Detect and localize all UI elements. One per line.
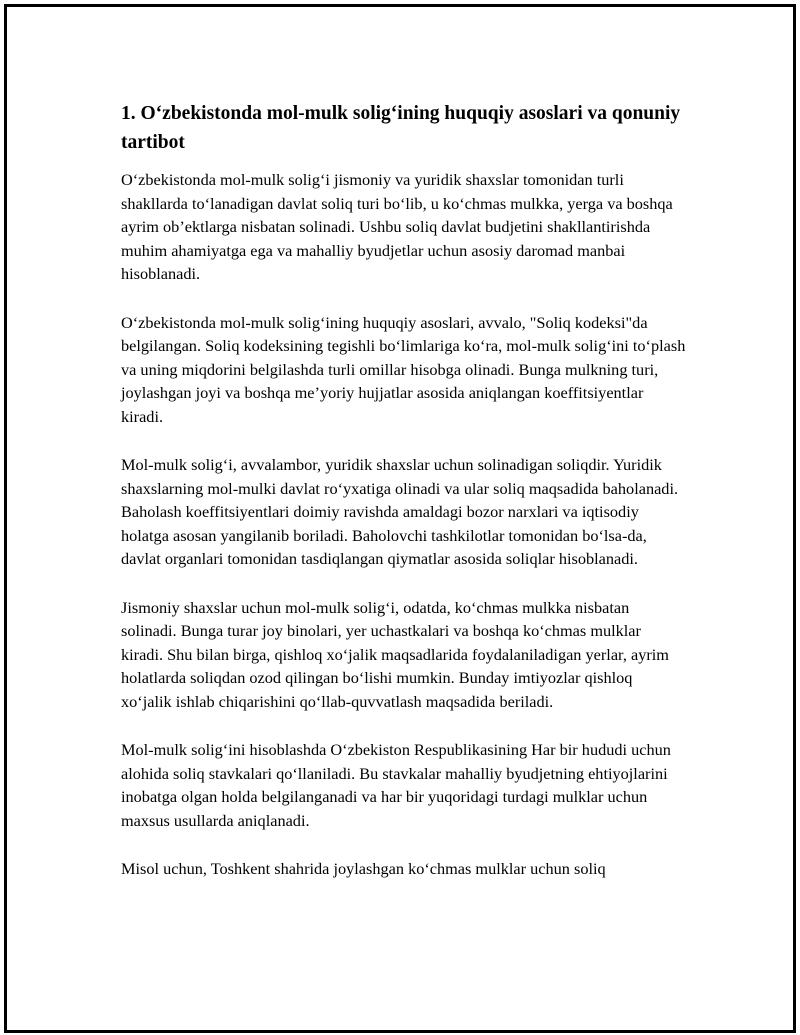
- paragraph-1: O‘zbekistonda mol-mulk solig‘i jismoniy va yuridik shaxslar tomonidan turli shakllarda to‘lanadigan davlat soliq turi bo‘lib, u ko‘chmas mulkka, yerga va boshqa ayrim ob’ektlarga nisbatan solinadi. Ushbu soliq davlat budjetini shakllantirishda muhim ahamiyatga ega va mahalliy byudjetlar uchun asosiy daromad manbai hisoblanadi.: [121, 170, 673, 283]
- page-frame: [4, 4, 796, 1033]
- paragraph-4: Jismoniy shaxslar uchun mol-mulk solig‘i, odatda, ko‘chmas mulkka nisbatan solinadi. Bunga turar joy binolari, yer uchastkalari va boshqa ko‘chmas mulklar kiradi. Shu bilan birga, qishloq xo‘jalik maqsadlarida foydalaniladigan yerlar, ayrim holatlarda soliqdan ozod qilingan bo‘lishi mumkin. Bunday imtiyozlar qishloq xo‘jalik ishlab chiqarishini qo‘llab-quvvatlash maqsadida beriladi.: [121, 597, 669, 711]
- document-body: [121, 99, 687, 906]
- section-heading: 1. O‘zbekistonda mol-mulk solig‘ining huquqiy asoslari va qonuniy tartibot: [121, 103, 681, 153]
- paragraph-3: Mol-mulk solig‘i, avvalambor, yuridik shaxslar uchun solinadigan soliqdir. Yuridik shaxslarning mol-mulki davlat ro‘yxatiga olinadi va ular soliq maqsadida baholanadi. Baholash koeffitsiyentlari doimiy ravishda amaldagi bozor narxlari va iqtisodiy holatga asosan yangilanib boriladi. Baholovchi tashkilotlar tomonidan bo‘lsa-da, davlat organlari tomonidan tasdiqlangan qiymatlar asosida soliqlar hisoblanadi.: [121, 455, 679, 568]
- paragraph-6: Misol uchun, Toshkent shahrida joylashgan ko‘chmas mulklar uchun soliq: [121, 859, 606, 878]
- paragraph-5: Mol-mulk solig‘ini hisoblashda O‘zbekiston Respublikasining Har bir hududi uchun alohida soliq stavkalari qo‘llaniladi. Bu stavkalar mahalliy byudjetning ehtiyojlarini inobatga olgan holda belgilanganadi va har bir yuqoridagi turdagi mulklar uchun maxsus usullarda aniqlanadi.: [121, 740, 671, 830]
- paragraph-2: O‘zbekistonda mol-mulk solig‘ining huquqiy asoslari, avvalo, "Soliq kodeksi"da belgilangan. Soliq kodeksining tegishli bo‘limlariga ko‘ra, mol-mulk solig‘ini to‘plash va uning miqdorini belgilashda turli omillar hisobga olinadi. Bunga mulkning turi, joylashgan joyi va boshqa me’yoriy hujjatlar asosida aniqlangan koeffitsiyentlar kiradi.: [121, 312, 686, 426]
